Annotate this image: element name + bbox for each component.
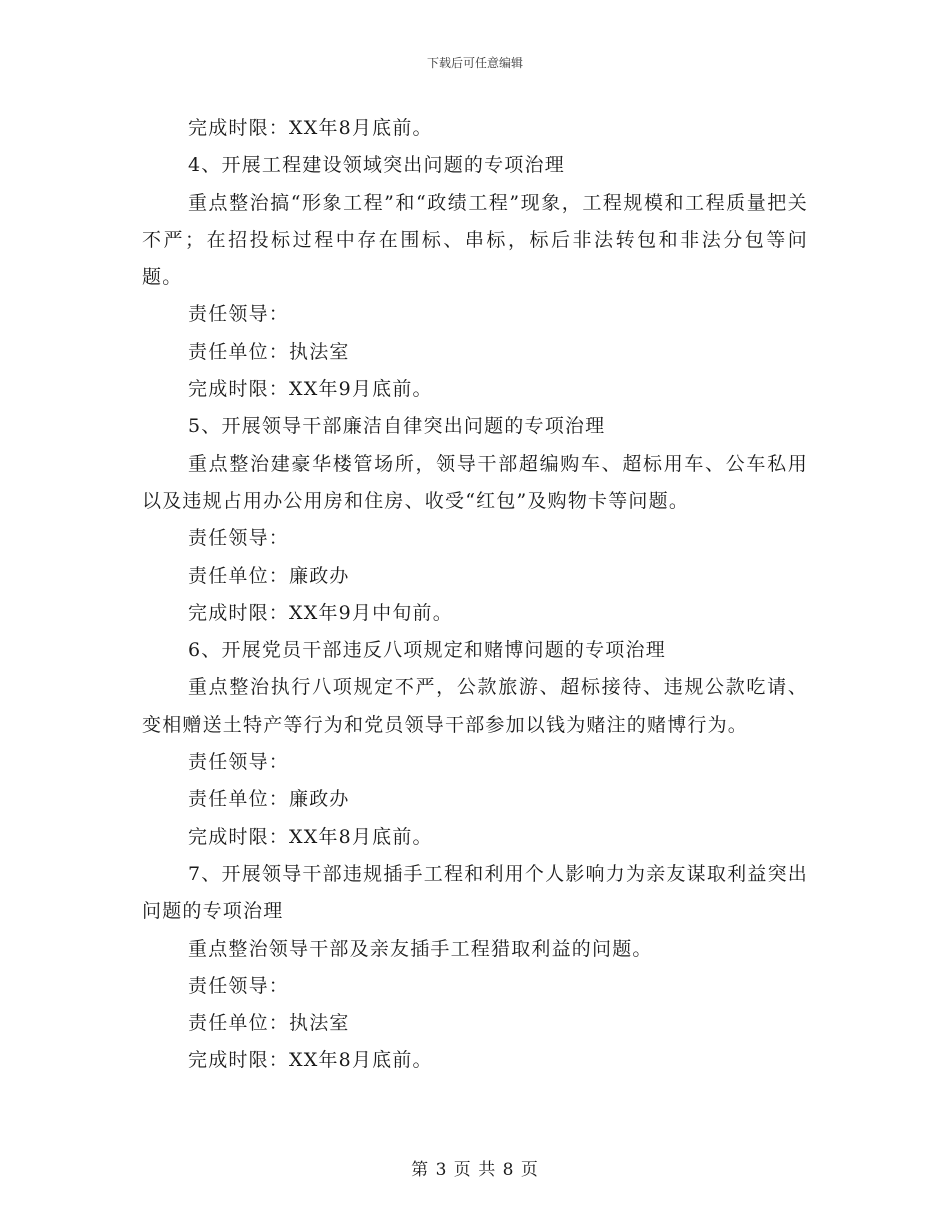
responsible-unit-line: 责任单位：廉政办: [188, 788, 350, 811]
responsible-unit-line: 责任单位：执法室: [188, 340, 350, 363]
section-body-4: 重点整治搞“形象工程”和“政绩工程”现象，工程规模和工程质量把关不严；在招投标过程中存在围标、串标，标后非法转包和非法分包等问题。: [142, 191, 808, 289]
deadline-line: 完成时限：XX年8月底前。: [188, 117, 433, 139]
section-body-6: 重点整治执行八项规定不严，公款旅游、超标接待、违规公款吃请、变相赠送土特产等行为和党员领导干部参加以钱为赌注的赌博行为。: [142, 676, 808, 736]
responsible-leader-line: 责任领导：: [188, 974, 290, 997]
responsible-leader-line: 责任领导：: [188, 303, 290, 326]
deadline-line: 完成时限：XX年9月底前。: [188, 378, 433, 401]
section-heading-5: 5、开展领导干部廉洁自律突出问题的专项治理: [188, 415, 606, 438]
section-body-7: 重点整治领导干部及亲友插手工程猎取利益的问题。: [188, 937, 653, 960]
section-heading-6: 6、开展党员干部违反八项规定和赌博问题的专项治理: [188, 639, 666, 662]
section-heading-4: 4、开展工程建设领域突出问题的专项治理: [188, 154, 565, 177]
page-number-footer: 第 3 页 共 8 页: [411, 1160, 539, 1180]
responsible-unit-line: 责任单位：廉政办: [188, 564, 350, 587]
responsible-unit-line: 责任单位：执法室: [188, 1012, 350, 1035]
document-body: [142, 110, 808, 1080]
section-body-5: 重点整治建豪华楼管场所，领导干部超编购车、超标用车、公车私用以及违规占用办公用房和住房、收受“红包”及购物卡等问题。: [142, 452, 808, 512]
responsible-leader-line: 责任领导：: [188, 527, 290, 550]
deadline-line: 完成时限：XX年9月中旬前。: [188, 601, 453, 624]
deadline-line: 完成时限：XX年8月底前。: [188, 825, 433, 848]
section-heading-7: 7、开展领导干部违规插手工程和利用个人影响力为亲友谋取利益突出问题的专项治理: [142, 862, 808, 923]
responsible-leader-line: 责任领导：: [188, 751, 290, 774]
page-header-note: 下载后可任意编辑: [426, 56, 523, 70]
deadline-line: 完成时限：XX年8月底前。: [188, 1049, 433, 1072]
